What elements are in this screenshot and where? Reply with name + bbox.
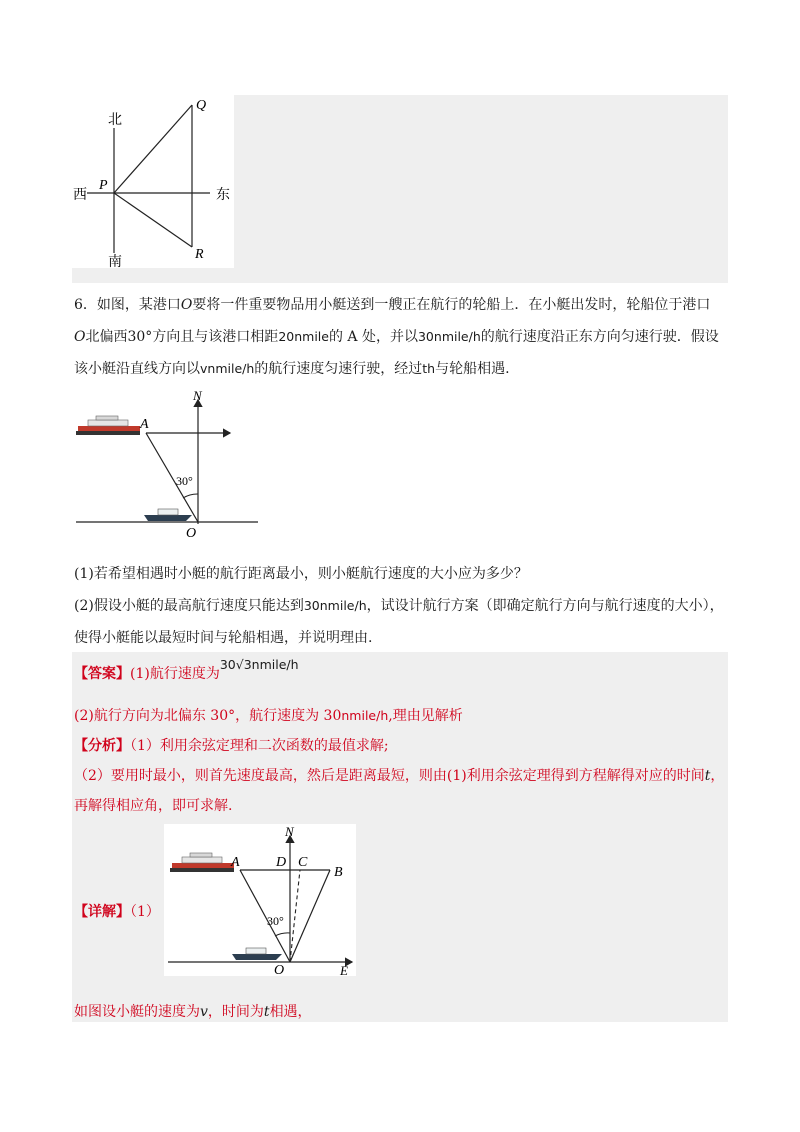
problem-line-1: 6．如图，某港口O要将一件重要物品用小艇送到一艘正在航行的轮船上．在小艇出发时，轮船位于港口 [74,297,711,313]
answer-line-2: (2)航行方向为北偏东 30°，航行速度为 30nmile/h,理由见解析 [74,708,463,724]
label-n: N [285,824,294,839]
label-north: 北 [108,113,122,128]
label-a: A [231,855,240,870]
label-b: B [334,865,343,880]
label-r: R [195,247,204,262]
answer-line-1: 【答案】(1)航行速度为30√3nmile/h [74,657,299,682]
analysis-tag: 【分析】 [74,738,130,754]
segment-ob [290,870,330,962]
question-2-line-1: (2)假设小艇的最高航行速度只能达到30nmile/h，试设计航行方案（即确定航行方向与航行速度的大小）， [74,598,724,614]
label-east: 东 [216,188,230,203]
label-south: 南 [108,255,122,268]
angle-arc [183,494,198,498]
label-p: P [99,178,108,193]
answer-tag: 【答案】 [74,666,130,682]
analysis-line-1: 【分析】（1）利用余弦定理和二次函数的最值求解; [74,738,389,754]
figure-compass-pqr [72,95,234,268]
segment-pr [114,193,192,247]
segment-pq [114,105,192,193]
question-1: (1)若希望相遇时小艇的航行距离最小，则小艇航行速度的大小应为多少？ [74,566,528,582]
detail-line-1: 如图设小艇的速度为v，时间为t相遇， [74,1004,312,1020]
question-2-line-2: 使得小艇能以最短时间与轮船相遇，并说明理由. [74,630,373,646]
label-angle: 30° [176,474,193,488]
label-o: O [186,526,197,538]
analysis-line-3: 再解得相应角，即可求解. [74,798,233,814]
analysis-line-2: （2）要用时最小，则首先速度最高，然后是距离最短，则由(1)利用余弦定理得到方程解得对应的时间t， [74,768,725,784]
label-west: 西 [73,188,87,203]
angle-arc [275,933,290,936]
segment-oc [290,870,300,962]
label-q: Q [196,98,207,113]
large-ship-icon [76,416,140,435]
figure-ship-boat [72,388,262,538]
small-boat-icon [232,948,282,960]
label-c: C [298,855,308,870]
label-o: O [274,963,285,976]
small-boat-icon [144,509,192,521]
problem-line-2: O北偏西30°方向且与该港口相距20nmile的 A 处，并以30nmile/h的航行速度沿正东方向匀速行驶．假设 [74,329,719,345]
label-a: A [140,417,149,432]
label-e: E [340,963,348,976]
label-angle: 30° [267,914,284,928]
problem-line-3: 该小艇沿直线方向以vnmile/h的航行速度匀速行驶，经过th与轮船相遇. [74,361,510,377]
figure-solution [164,824,356,976]
detail-tag: 【详解】 [74,904,130,920]
large-ship-icon [170,853,234,872]
label-n: N [193,388,202,403]
detail-tag-line: 【详解】（1） [74,904,160,920]
label-d: D [276,855,287,870]
